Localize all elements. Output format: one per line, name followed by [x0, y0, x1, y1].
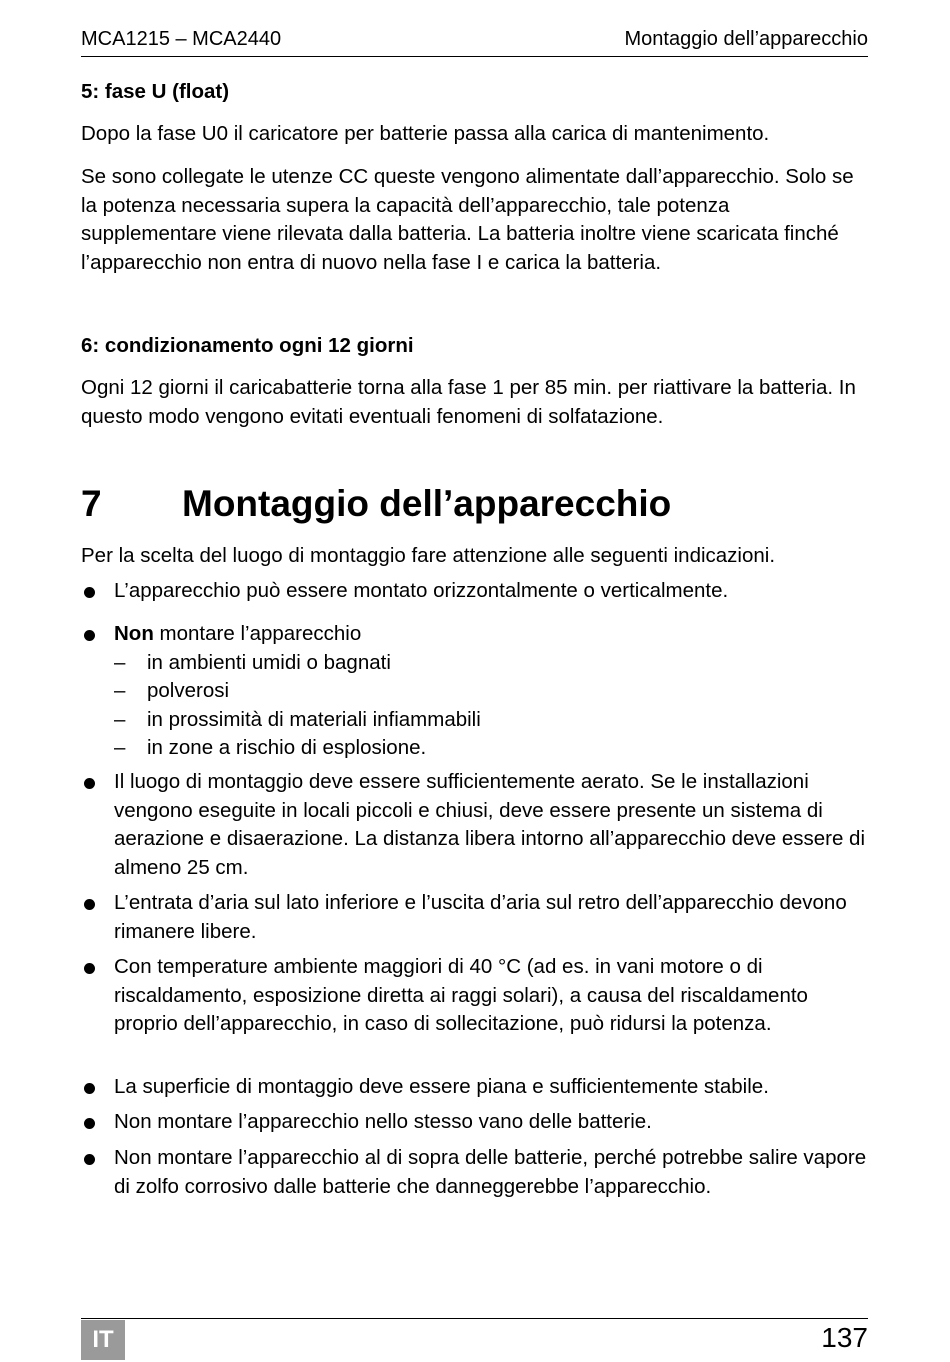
- sub-list-item: [114, 706, 868, 735]
- sub-list-item-text: polverosi: [147, 679, 230, 702]
- bullet-dot-icon: [84, 1118, 95, 1129]
- list-item-content: [114, 620, 868, 763]
- footer-divider: [81, 1318, 868, 1319]
- list-item-text: Non montare l’apparecchio nello stesso vano delle batterie.: [114, 1110, 652, 1133]
- emphasis-text: Non: [114, 622, 154, 645]
- sub-list-item: [114, 734, 868, 763]
- sub-list-item-text: in prossimità di materiali infiammabili: [147, 707, 481, 731]
- section-5-paragraph-2: Se sono collegate le utenze CC queste vengono alimentate dall’apparecchio. Solo se la potenza necessaria supera la capacità dell’apparecchio, tale potenza supplementare viene rilevata dalla batteria. La batteria inoltre viene scaricata finché l’apparecchio non entra di nuovo nella fase I e carica la batteria.: [81, 165, 854, 274]
- list-item: [81, 768, 868, 882]
- list-item-text: La superficie di montaggio deve essere piana e sufficientemente stabile.: [114, 1075, 769, 1098]
- header-section-title: Montaggio dell’apparecchio: [624, 28, 868, 50]
- bullet-dot-icon: [84, 899, 95, 910]
- list-item: [81, 889, 868, 946]
- chapter-title: Montaggio dell’apparecchio: [182, 483, 672, 524]
- bullet-dot-icon: [84, 587, 95, 598]
- section-6-paragraph-1: Ogni 12 giorni il caricabatterie torna alla fase 1 per 85 min. per riattivare la batteria. In questo modo vengono evitati eventuali fenomeni di solfatazione.: [81, 376, 856, 428]
- list-item-text: Il luogo di montaggio deve essere sufficientemente aerato. Se le installazioni vengono eseguite in locali piccoli e chiusi, deve essere presente un sistema di aerazione e disaerazione. La distanza libera intorno all’apparecchio deve essere di almeno 25 cm.: [114, 770, 866, 879]
- list-item-text-rest: montare l’apparecchio: [153, 622, 362, 645]
- list-item-text: Con temperature ambiente maggiori di 40 °C (ad es. in vani motore o di riscaldamento, esposizione diretta ai raggi solari), a causa del riscaldamento proprio dell’apparecchio, in caso di sollecitazione, può ridursi la potenza.: [114, 955, 808, 1035]
- bullet-dot-icon: [84, 1154, 95, 1165]
- bullet-dot-icon: [84, 963, 95, 974]
- list-item: [81, 620, 868, 763]
- sub-list-item: [114, 677, 868, 706]
- list-item: [81, 1144, 868, 1201]
- list-item: [81, 577, 868, 606]
- chapter-heading: [81, 480, 868, 528]
- section-6-title: 6: condizionamento ogni 12 giorni: [81, 334, 414, 357]
- sub-list-item-text: in ambienti umidi o bagnati: [147, 650, 391, 674]
- sub-list-item: [114, 649, 868, 678]
- list-item-text: Non montare l’apparecchio al di sopra delle batterie, perché potrebbe salire vapore di zolfo corrosivo dalle batterie che danneggerebbe l’apparecchio.: [114, 1146, 867, 1198]
- chapter-intro: Per la scelta del luogo di montaggio fare attenzione alle seguenti indicazioni.: [81, 544, 776, 567]
- section-5-title: 5: fase U (float): [81, 80, 230, 103]
- sub-list-item-text: in zone a rischio di esplosione.: [147, 736, 427, 759]
- list-item-text: L’entrata d’aria sul lato inferiore e l’uscita d’aria sul retro dell’apparecchio devono rimanere libere.: [114, 891, 847, 943]
- bullet-dot-icon: [84, 778, 95, 789]
- dash-marker: –: [114, 679, 126, 702]
- section-5-paragraph-1: Dopo la fase U0 il caricatore per batterie passa alla carica di mantenimento.: [81, 122, 770, 145]
- list-item: [81, 1108, 868, 1137]
- dash-marker: –: [114, 650, 126, 674]
- dash-marker: –: [114, 736, 126, 759]
- header-model-range: MCA1215 – MCA2440: [81, 28, 282, 50]
- list-item-text: L’apparecchio può essere montato orizzontalmente o verticalmente.: [114, 579, 729, 602]
- bullet-dot-icon: [84, 1083, 95, 1094]
- language-badge: IT: [81, 1320, 125, 1360]
- dash-marker: –: [114, 707, 126, 731]
- bullet-dot-icon: [84, 630, 95, 641]
- header-divider: [81, 56, 868, 57]
- chapter-number: 7: [81, 483, 102, 524]
- page-number: 137: [821, 1322, 868, 1353]
- list-item: [81, 953, 868, 1039]
- list-item-text: [114, 620, 868, 649]
- list-item: [81, 1073, 868, 1102]
